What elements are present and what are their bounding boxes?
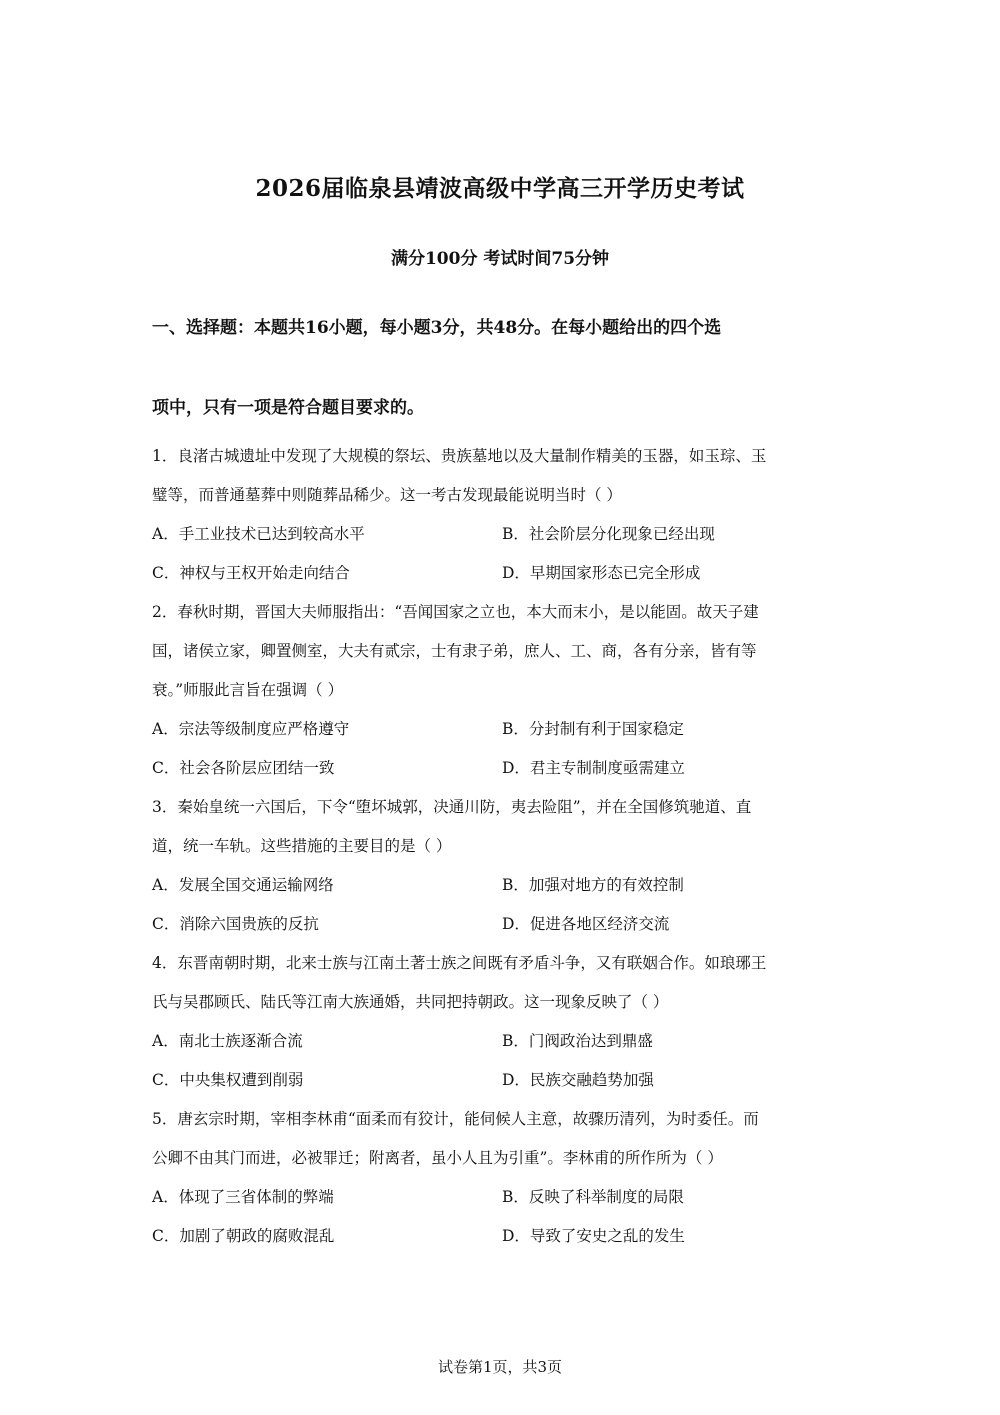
option-a: A．南北士族逐渐合流 xyxy=(152,1032,303,1050)
section-heading-line2: 项中，只有一项是符合题目要求的。 xyxy=(152,398,424,418)
question-stem-line: 氏与吴郡顾氏、陆氏等江南大族通婚，共同把持朝政。这一现象反映了（ ） xyxy=(152,993,669,1011)
question-stem-line: 璧等，而普通墓葬中则随葬品稀少。这一考古发现最能说明当时（ ） xyxy=(152,486,622,504)
option-row xyxy=(152,872,852,911)
option-b: B．门阀政治达到鼎盛 xyxy=(502,1032,653,1050)
option-a: A．体现了三省体制的弊端 xyxy=(152,1188,334,1206)
option-a: A．手工业技术已达到较高水平 xyxy=(152,525,365,543)
question-1 xyxy=(152,443,852,599)
option-row xyxy=(152,1184,852,1223)
option-d: D．早期国家形态已完全形成 xyxy=(502,564,701,582)
option-b: B．社会阶层分化现象已经出现 xyxy=(502,525,715,543)
option-row xyxy=(152,911,852,950)
question-3 xyxy=(152,794,852,950)
option-a: A．宗法等级制度应严格遵守 xyxy=(152,720,350,738)
question-stem-line: 1．良渚古城遗址中发现了大规模的祭坛、贵族墓地以及大量制作精美的玉器，如玉琮、玉 xyxy=(152,447,767,465)
question-stem-line: 5．唐玄宗时期，宰相李林甫“面柔而有狡计，能伺候人主意，故骤历清列，为时委任。而 xyxy=(152,1110,759,1128)
option-d: D．导致了安史之乱的发生 xyxy=(502,1227,685,1245)
option-row xyxy=(152,521,852,560)
question-list xyxy=(152,443,852,1262)
exam-title: 2026届临泉县靖波高级中学高三开学历史考试 xyxy=(255,175,745,202)
option-row xyxy=(152,560,852,599)
option-c: C．中央集权遭到削弱 xyxy=(152,1071,304,1089)
option-c: C．神权与王权开始走向结合 xyxy=(152,564,350,582)
question-stem-line: 公卿不由其门而进，必被罪迁；附离者，虽小人且为引重”。李林甫的所作所为（ ） xyxy=(152,1149,723,1167)
option-row xyxy=(152,1028,852,1067)
option-row xyxy=(152,716,852,755)
option-d: D．民族交融趋势加强 xyxy=(502,1071,654,1089)
option-a: A．发展全国交通运输网络 xyxy=(152,876,334,894)
question-5 xyxy=(152,1106,852,1262)
question-stem-line: 3．秦始皇统一六国后，下令“堕坏城郭，决通川防，夷去险阻”，并在全国修筑驰道、直 xyxy=(152,798,752,816)
exam-subtitle: 满分100分 考试时间75分钟 xyxy=(390,249,610,269)
option-c: C．社会各阶层应团结一致 xyxy=(152,759,335,777)
option-row xyxy=(152,1223,852,1262)
option-c: C．消除六国贵族的反抗 xyxy=(152,915,319,933)
option-d: D．君主专制制度亟需建立 xyxy=(502,759,685,777)
page-footer: 试卷第1页，共3页 xyxy=(437,1358,563,1376)
option-row xyxy=(152,1067,852,1106)
option-d: D．促进各地区经济交流 xyxy=(502,915,670,933)
question-stem-line: 衰。”师服此言旨在强调（ ） xyxy=(152,681,344,699)
question-stem-line: 2．春秋时期，晋国大夫师服指出：“吾闻国家之立也，本大而末小，是以能固。故天子建 xyxy=(152,603,759,621)
option-c: C．加剧了朝政的腐败混乱 xyxy=(152,1227,335,1245)
question-stem-line: 国，诸侯立家，卿置侧室，大夫有贰宗，士有隶子弟，庶人、工、商，各有分亲，皆有等 xyxy=(152,642,757,660)
question-stem-line: 道，统一车轨。这些措施的主要目的是（ ） xyxy=(152,837,452,855)
option-b: B．分封制有利于国家稳定 xyxy=(502,720,684,738)
question-4 xyxy=(152,950,852,1106)
question-stem-line: 4．东晋南朝时期，北来士族与江南土著士族之间既有矛盾斗争，又有联姻合作。如琅琊王 xyxy=(152,954,767,972)
question-2 xyxy=(152,599,852,794)
option-b: B．加强对地方的有效控制 xyxy=(502,876,684,894)
option-row xyxy=(152,755,852,794)
section-heading-line1: 一、选择题：本题共16小题，每小题3分，共48分。在每小题给出的四个选 xyxy=(152,318,722,338)
option-b: B．反映了科举制度的局限 xyxy=(502,1188,684,1206)
